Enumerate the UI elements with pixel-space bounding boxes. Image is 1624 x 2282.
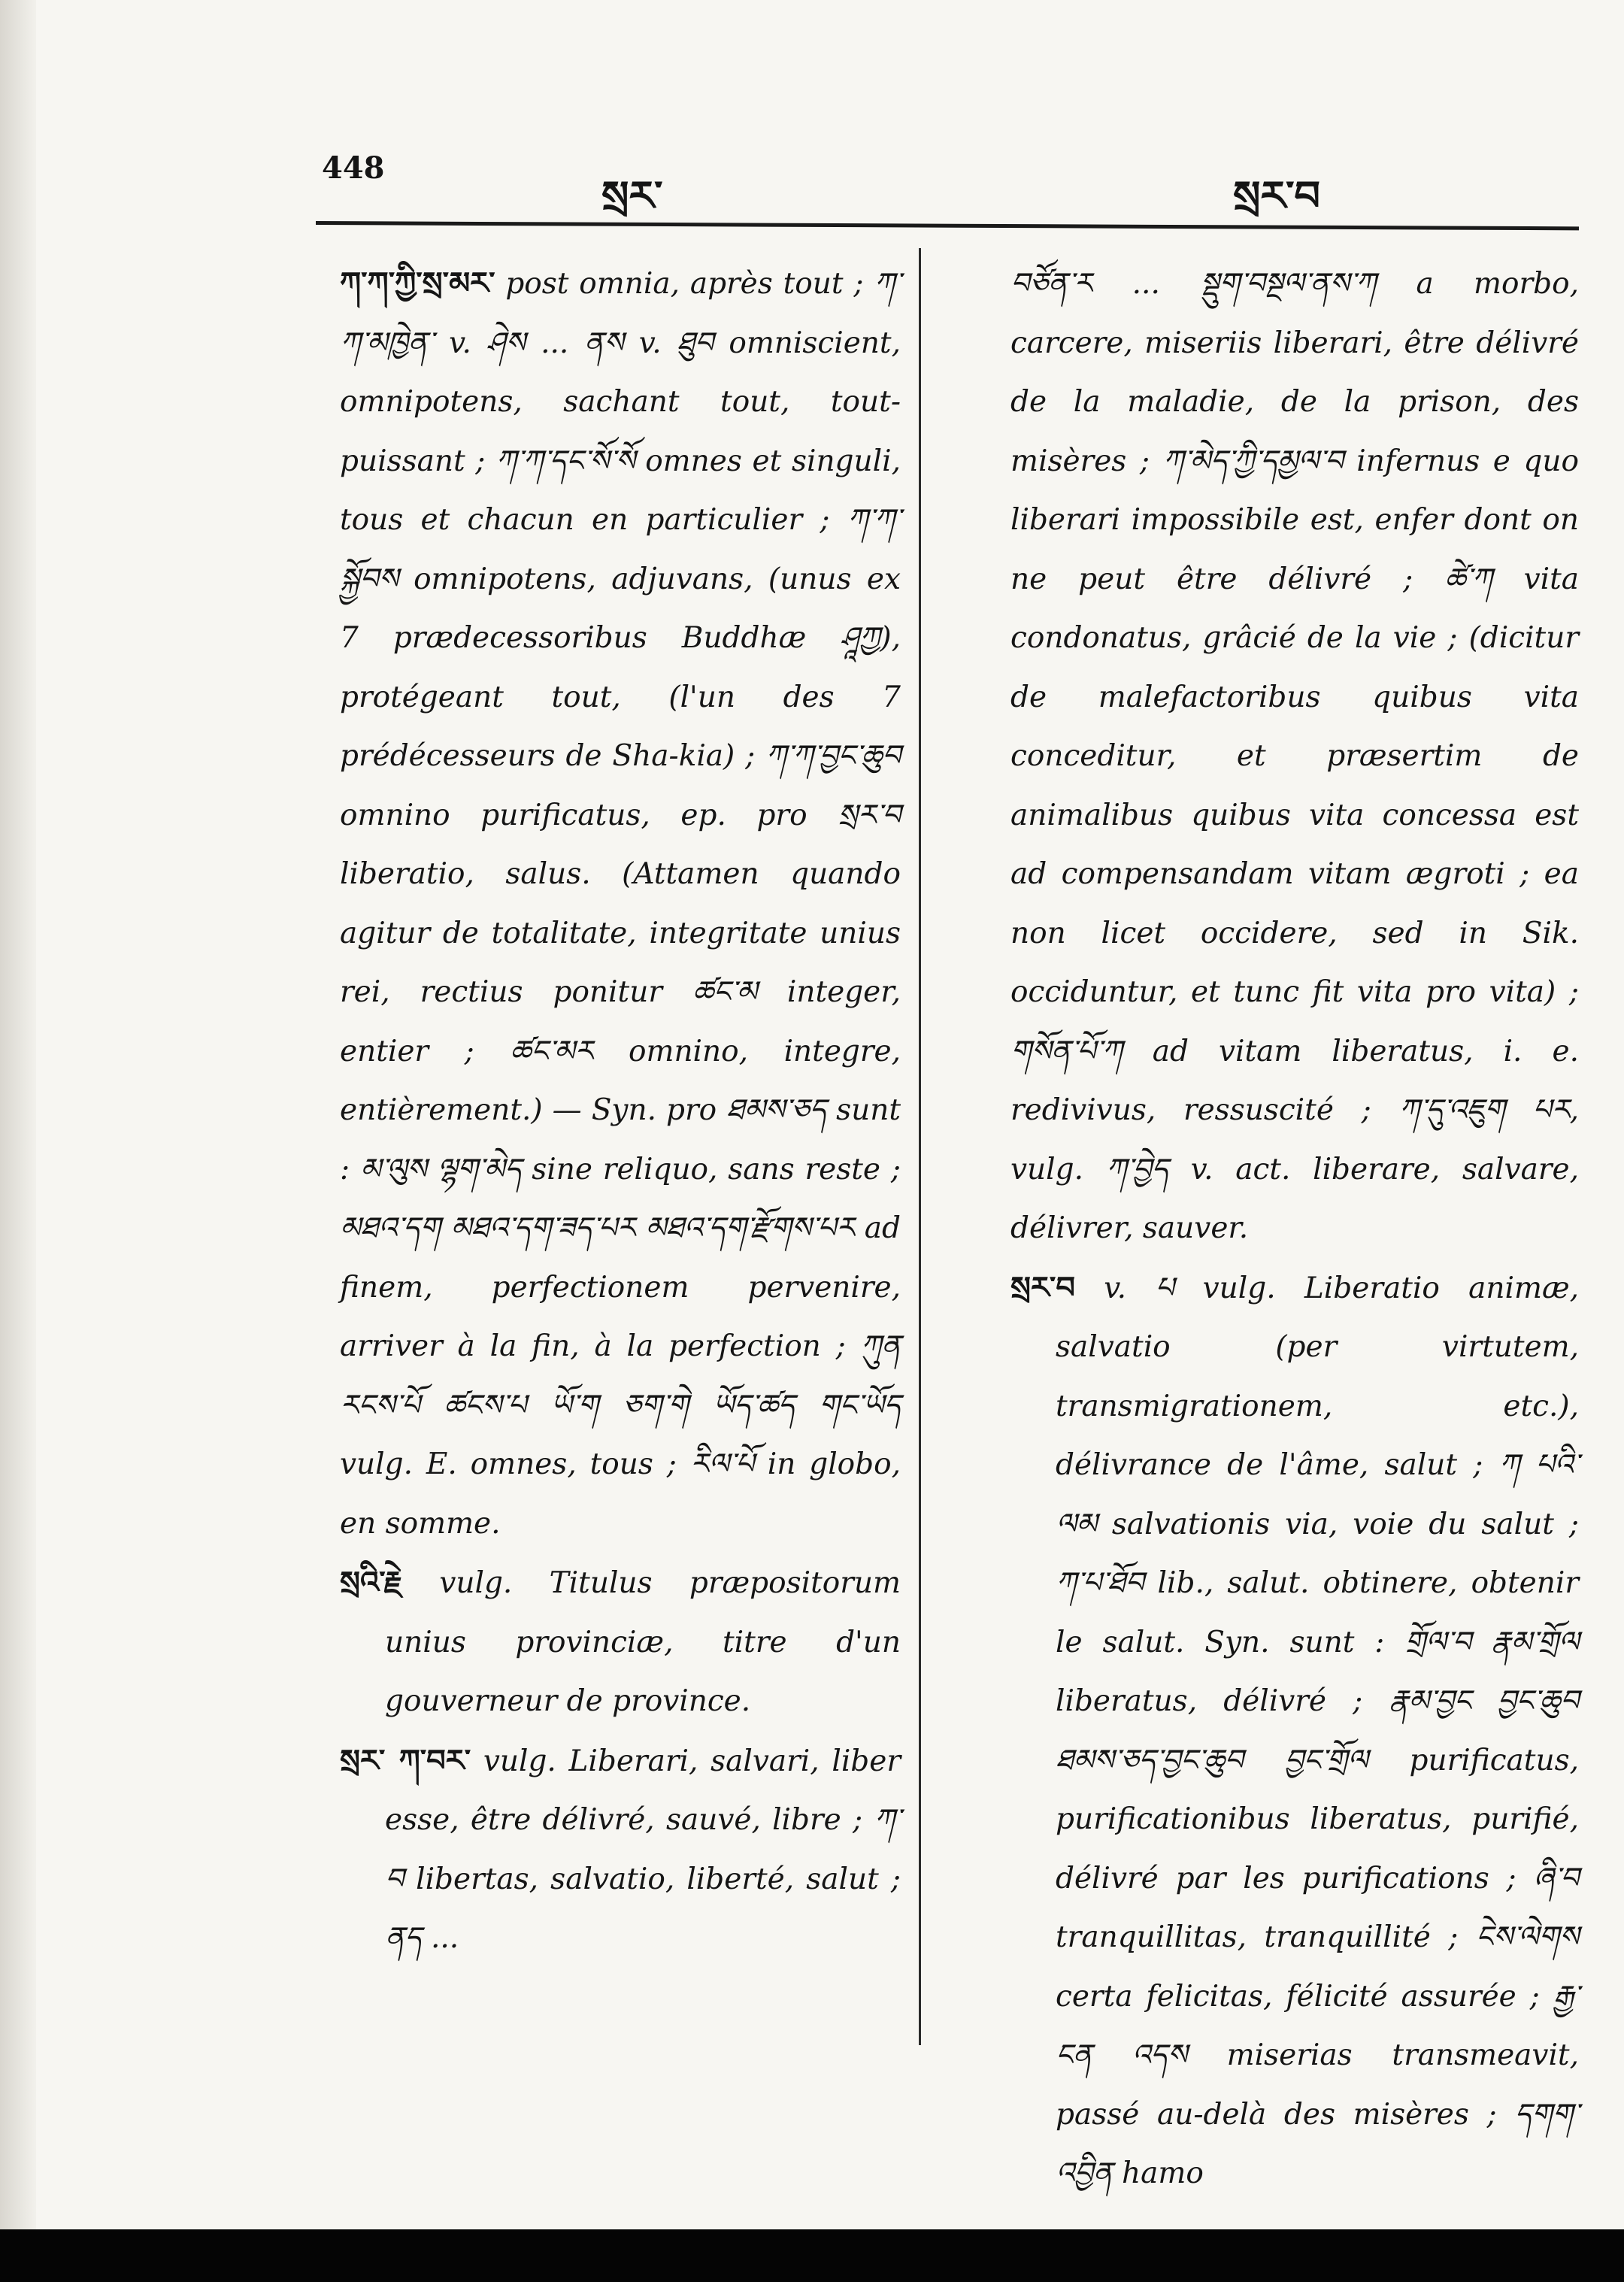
page-number: 448	[322, 150, 385, 186]
entry-text: v. པ vulg. Liberatio animæ, salvatio (per virtutem, transmigrationem, etc.), délivrance de l'âme, salut ; ཀ པའི་ལམ salvationis via, voie du salut ; ཀ་པ་ཐོབ lib., salut. obtinere, obtenir le salut. Syn. sunt : གྲོལ་བ རྣམ་གྲོལ liberatus, délivré ; རྣམ་བྱང བྱང་ཆུབ ཐམས་ཅད་བྱང་ཆུབ བྱང་གྲོལ purificatus, purificationibus liberatus, purifié, délivré par les purifications ; ཞི་བ tranquillitas, tranquillité ; ངེས་ལེགས certa felicitas, félicité assurée ; རྒྱ་ངན འདས miserias transmeavit, passé au-delà des misères ; དགག་འབྱིན hamo	[1056, 1271, 1579, 2190]
entry-headword: ཀ་ཀ་ཀྱི་སྲ་མར་	[340, 266, 495, 301]
dictionary-entry	[340, 254, 901, 1553]
dictionary-entry	[1010, 1259, 1579, 2204]
dictionary-entry	[1010, 254, 1579, 1259]
entry-headword: སྲའི་རྗེ	[340, 1565, 402, 1600]
entry-text: vulg. Liberari, salvari, liber esse, être délivré, sauvé, libre ; ཀ་བ libertas, salvatio, liberté, salut ; ནད ...	[385, 1744, 901, 1955]
left-running-head: སྲར་	[601, 172, 663, 220]
entry-text: vulg. Titulus præpositorum unius provinciæ, titre d'un gouverneur de province.	[385, 1566, 901, 1718]
entry-text: བཙོན་ར ... སྡུག་བསྔལ་ནས་ཀ a morbo, carcere, miseriis liberari, être délivré de la maladie, de la prison, des misères ; ཀ་མེད་ཀྱི་དམྱལ་བ infernus e quo liberari impossibile est, enfer dont on ne peut être délivré ; ཚེ་ཀ vita condonatus, grâcié de la vie ; (dicitur de malefactoribus quibus vita conceditur, et præsertim de animalibus quibus vita concessa est ad compensandam vitam ægroti ; ea non licet occidere, sed in Sik. occiduntur, et tunc fit vita pro vita) ; གསོན་པོ་ཀ ad vitam liberatus, i. e. redivivus, ressuscité ; ཀ་དུ་འཇུག པར, vulg. ཀ་བྱེད v. act. liberare, salvare, délivrer, sauver.	[1010, 267, 1579, 1245]
left-column	[340, 254, 901, 1968]
scan-left-edge	[0, 0, 36, 2282]
entry-headword: སྲར་བ	[1010, 1270, 1075, 1305]
entry-text: post omnia, après tout ; ཀ་ཀ་མཁྱེན་ v. ཤེས ... ནས v. ཐུབ omniscient, omnipotens, sachant tout, tout-puissant ; ཀ་ཀ་དང་སོ་སོ omnes et singuli, tous et chacun en particulier ; ཀ་ཀ་སྐྱོབས omnipotens, adjuvans, (unus ex 7 prædecessoribus Buddhæ ཤཱཀྱ), protégeant tout, (l'un des 7 prédécesseurs de Sha-kia) ; ཀ་ཀ་བྱང་ཆུབ omnino purificatus, ep. pro སྲར་བ liberatio, salus. (Attamen quando agitur de totalitate, integritate unius rei, rectius ponitur ཚང་མ integer, entier ; ཚང་མར omnino, integre, entièrement.) — Syn. pro ཐམས་ཅད sunt : མ་ལུས ལྷག་མེད sine reliquo, sans reste ; མཐའ་དག མཐའ་དག་ཟད་པར མཐའ་དག་རྫོགས་པར ad finem, perfectionem pervenire, arriver à la fin, à la perfection ; ཀུན རངས་པོ ཚངས་པ ཡོ་ག ཅག་གེ ཡོད་ཚད གང་ཡོད vulg. E. omnes, tous ; རིལ་པོ in globo, en somme.	[340, 267, 901, 1541]
scan-bottom-bar	[0, 2229, 1624, 2282]
dictionary-entry	[340, 1732, 901, 1968]
column-divider	[919, 248, 921, 2045]
right-column	[1010, 254, 1579, 2204]
right-running-head: སྲར་བ	[1233, 172, 1321, 220]
header-rule	[316, 221, 1579, 230]
dictionary-entry	[340, 1553, 901, 1732]
entry-headword: སྲར་ ཀ་བར་	[340, 1743, 471, 1778]
page-header	[0, 150, 1624, 220]
